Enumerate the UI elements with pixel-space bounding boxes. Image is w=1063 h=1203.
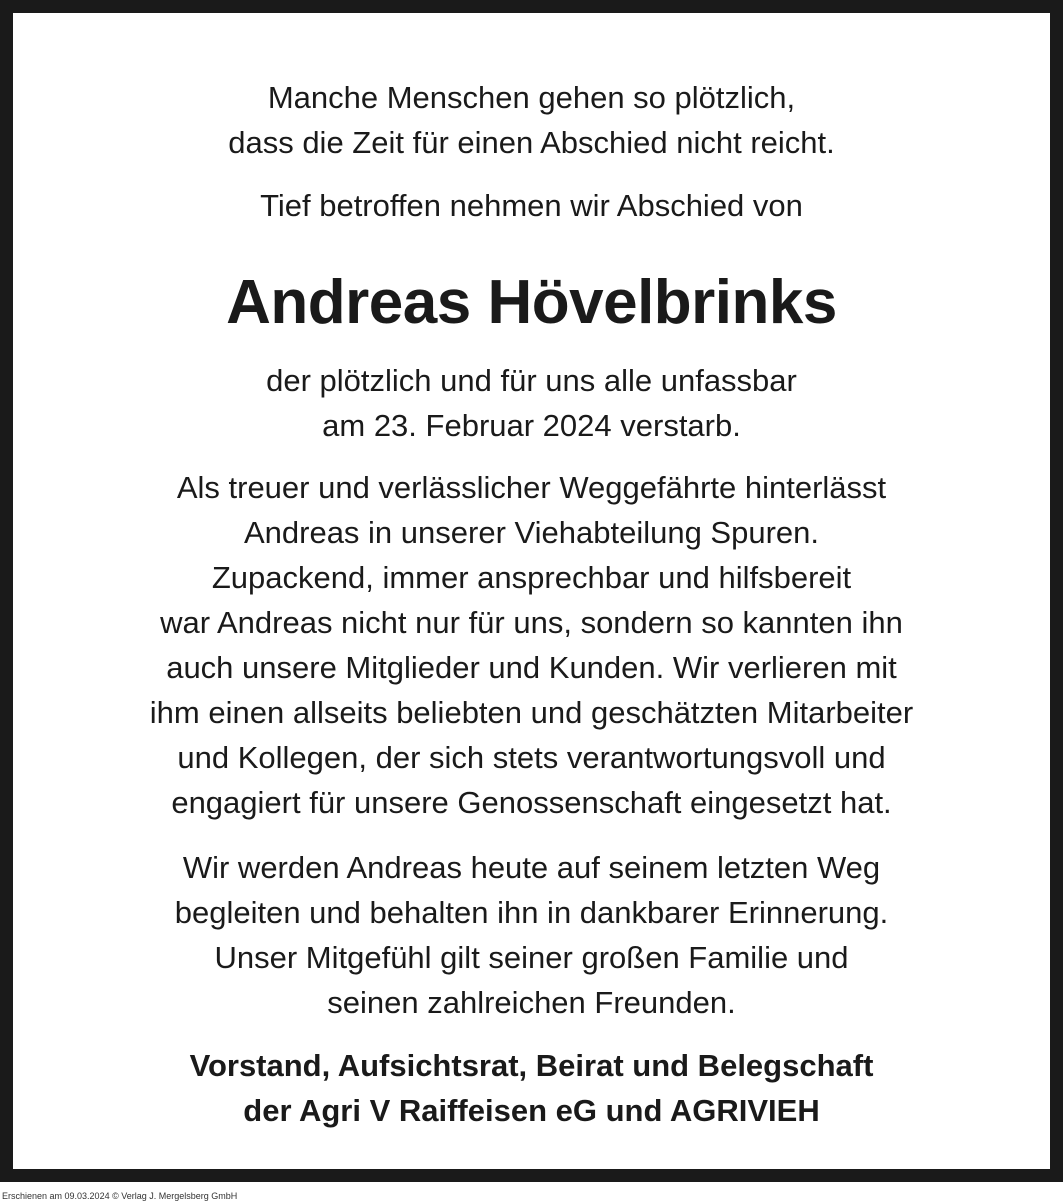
death-statement [26,358,1037,448]
signature-line: Vorstand, Aufsichtsrat, Beirat und Belegschaft [189,1048,874,1083]
intro-line: Manche Menschen gehen so plötzlich, [267,80,796,115]
publication-credit: Erschienen am 09.03.2024 © Verlag J. Mergelsberg GmbH [2,1191,238,1201]
tribute-paragraph [26,465,1037,825]
intro-line: dass die Zeit für einen Abschied nicht reicht. [228,125,835,160]
tribute-line: Andreas in unserer Viehabteilung Spuren. [243,515,820,550]
lead-line: Tief betroffen nehmen wir Abschied von [260,188,803,223]
farewell-line: begleiten und behalten ihn in dankbarer Erinnerung. [174,895,889,930]
farewell-paragraph [26,845,1037,1025]
signature-block [26,1043,1037,1133]
deceased-name-text: Andreas Hövelbrinks [226,268,837,337]
death-line: der plötzlich und für uns alle unfassbar [266,363,797,398]
farewell-line: seinen zahlreichen Freunden. [327,985,736,1020]
farewell-line: Wir werden Andreas heute auf seinem letzten Weg [182,850,881,885]
tribute-line: Zupackend, immer ansprechbar und hilfsbereit [211,560,852,595]
tribute-line: und Kollegen, der sich stets verantwortungsvoll und [177,740,886,775]
tribute-line: engagiert für unsere Genossenschaft eingesetzt hat. [171,785,892,820]
lead-text [26,183,1037,228]
intro-verse [26,75,1037,165]
farewell-line: Unser Mitgefühl gilt seiner großen Familie und [214,940,849,975]
death-line: am 23. Februar 2024 verstarb. [322,408,741,443]
tribute-line: auch unsere Mitglieder und Kunden. Wir verlieren mit [166,650,897,685]
tribute-line: Als treuer und verlässlicher Weggefährte hinterlässt [176,470,887,505]
deceased-name [26,263,1037,343]
signature-line: der Agri V Raiffeisen eG und AGRIVIEH [243,1093,820,1128]
tribute-line: war Andreas nicht nur für uns, sondern so kannten ihn [160,605,903,640]
tribute-line: ihm einen allseits beliebten und geschätzten Mitarbeiter [149,695,914,730]
